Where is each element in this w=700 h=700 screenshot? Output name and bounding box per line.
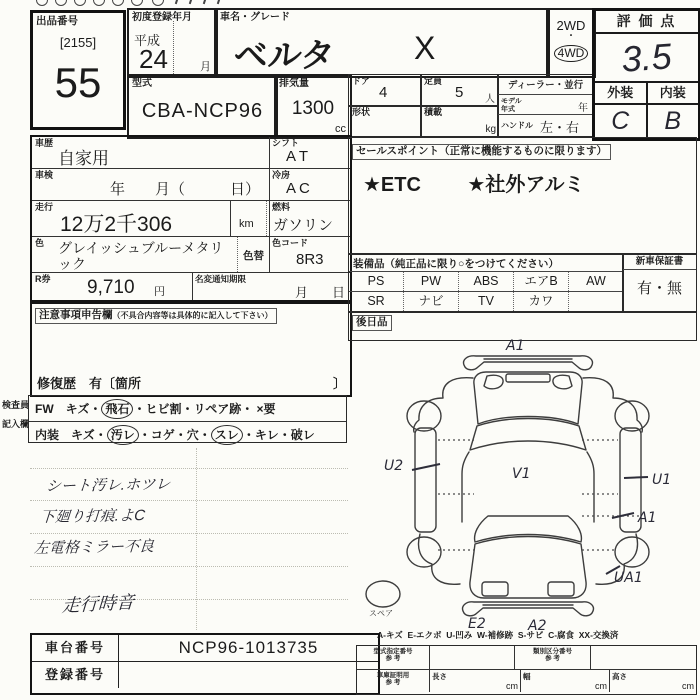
equipment-box xyxy=(348,253,624,313)
model-year-row xyxy=(498,95,593,115)
width-cell xyxy=(521,670,610,692)
chassis-table xyxy=(30,633,380,695)
namechange-month: 月 xyxy=(294,285,308,300)
length-unit: cm xyxy=(506,681,518,691)
repair-history-text: 修復歴 有〔箇所 xyxy=(37,376,142,391)
first-registration-year: 24 xyxy=(139,44,168,74)
dealer-column xyxy=(497,74,594,137)
doors-value: 4 xyxy=(379,84,388,101)
notice-hint: （不具合内容等は具体的に記入して下さい） xyxy=(112,311,273,320)
rating-title: 評 価 点 xyxy=(595,11,698,34)
mileage-divider xyxy=(266,201,267,236)
car-name-label: 車名・グレード xyxy=(220,12,290,23)
color-value xyxy=(58,240,223,272)
chassis-number: NCP96-1013735 xyxy=(178,638,319,657)
damage-diagram xyxy=(356,336,700,634)
diagram-label-side-a1: A1 xyxy=(638,510,657,526)
notice-label: 注意事項申告欄（不具合内容等は具体的に記入して下さい） xyxy=(35,308,277,324)
spec-row-1 xyxy=(357,646,696,670)
drive-dot: ・ xyxy=(566,31,576,42)
dealer-row xyxy=(498,75,593,95)
exterior-label: 外装 xyxy=(595,83,648,103)
note-line-2: 下廻り打痕.よC xyxy=(39,507,146,526)
garage-cert-label: 車庫証明用 参 考 xyxy=(357,670,430,692)
equip-pw: PW xyxy=(403,272,458,291)
capacity-value: 5 xyxy=(455,84,464,101)
shaken-value: 年 月（ 日） xyxy=(110,181,261,198)
fold-line xyxy=(196,448,197,630)
chassis-label: 車台番号 xyxy=(32,635,119,661)
model-code: CBA-NCP96 xyxy=(141,100,264,122)
later-items-label: 後日品 xyxy=(352,315,392,331)
mileage-label: 走行 xyxy=(35,202,54,212)
rticket-unit: 円 xyxy=(154,286,165,298)
fw-circled-tobiishi: 飛石 xyxy=(101,399,133,419)
displacement-value: 1300 xyxy=(291,98,335,119)
equip-abs: ABS xyxy=(458,272,513,291)
lot-number: 55 xyxy=(54,59,102,106)
rating-subheader xyxy=(595,81,698,105)
registration-label: 登録番号 xyxy=(32,662,119,688)
interior-circled-sure: スレ xyxy=(211,425,243,445)
diagram-label-rear-a2: A2 xyxy=(528,618,547,634)
interior-text: 内装 キズ・ xyxy=(35,428,107,442)
sales-points-box xyxy=(348,137,697,255)
era-name: 平成 xyxy=(134,33,161,48)
cooler-label: 冷房 xyxy=(272,170,291,180)
capacity-unit: 人 xyxy=(485,94,495,105)
namechange-label: 名変通知期限 xyxy=(195,274,247,284)
color-code-label: 色コード xyxy=(272,238,309,248)
note-line-1: シート汚レ.ホツレ xyxy=(45,475,171,496)
interior-circled-yogore: 汚レ xyxy=(107,425,139,445)
diagram-spare-label: スペア xyxy=(369,609,393,618)
history-label: 車歴 xyxy=(35,138,54,148)
equip-navi: ナビ xyxy=(403,292,458,311)
shaken-row xyxy=(32,168,350,200)
lot-bracket-code: [2155] xyxy=(59,35,97,50)
exterior-grade: C xyxy=(595,105,648,137)
car-grade: X xyxy=(414,30,436,66)
type-designation-label: 型式指定番号 参 考 xyxy=(357,646,430,669)
doors-box xyxy=(348,74,422,107)
capacity-box xyxy=(420,74,499,107)
color-change-cell xyxy=(237,237,270,272)
fuel-cell xyxy=(269,201,350,236)
mileage-unit-cell xyxy=(230,201,267,236)
shape-label: 形状 xyxy=(352,107,371,117)
model-year-suffix: 年 xyxy=(578,103,588,114)
color-value-line2: ック xyxy=(58,256,86,273)
equipment-row-2 xyxy=(349,292,623,311)
warranty-value: 有・無 xyxy=(636,280,682,297)
displacement-box xyxy=(274,74,352,139)
class-number-label: 類別区分番号 参 考 xyxy=(515,646,591,669)
inspector-box xyxy=(28,395,347,443)
note-line-4: 走行時音 xyxy=(61,592,135,616)
notice-box xyxy=(30,300,352,397)
equipment-row-1 xyxy=(349,271,623,292)
length-label: 長さ xyxy=(432,672,447,681)
handle-row xyxy=(498,115,593,134)
cooler-value: AC xyxy=(286,180,313,197)
length-cell xyxy=(430,670,521,692)
inspector-interior-row xyxy=(29,422,346,447)
namechange-day: 日 xyxy=(331,285,345,300)
rating-box xyxy=(592,8,700,141)
color-label: 色 xyxy=(35,238,45,248)
load-unit: kg xyxy=(485,124,496,135)
doors-label: ドア xyxy=(352,76,370,86)
capacity-label: 定員 xyxy=(424,76,443,86)
history-value: 自家用 xyxy=(58,149,109,168)
fw-text-2: ・ヒビ割・リペア跡・ ×要 xyxy=(133,402,276,416)
type-designation-value xyxy=(430,646,515,669)
color-value-line1: グレイッシュブルーメタリ xyxy=(58,240,224,256)
sales-points-label: セールスポイント（正常に機能するものに限ります） xyxy=(352,144,611,160)
shift-value: AT xyxy=(286,148,313,165)
class-number-value xyxy=(591,646,696,669)
shaken-label: 車検 xyxy=(35,170,54,180)
color-code-cell xyxy=(269,237,350,272)
width-unit: cm xyxy=(595,681,607,691)
load-box xyxy=(420,105,499,137)
color-row xyxy=(32,236,350,272)
rating-values xyxy=(595,105,698,137)
car-name-box xyxy=(214,8,550,78)
spec-row-2 xyxy=(357,670,696,692)
warranty-box xyxy=(622,253,697,313)
sales-point-wheels: ★社外アルミ xyxy=(467,173,585,196)
inspector-fw-row xyxy=(29,396,346,422)
fuel-label: 燃料 xyxy=(272,202,291,212)
equip-empty xyxy=(568,292,623,311)
diagram-label-rear-e2: E2 xyxy=(468,616,486,632)
shape-box xyxy=(348,105,422,137)
color-code-value: 8R3 xyxy=(296,251,324,268)
height-unit: cm xyxy=(682,681,694,691)
equip-sr: SR xyxy=(367,294,385,308)
month-suffix: 月 xyxy=(200,61,211,73)
diagram-label-v1: V1 xyxy=(512,466,531,482)
drive-2wd: 2WD xyxy=(556,18,586,33)
model-year-label-2: 年式 xyxy=(501,106,515,113)
interior-label: 内装 xyxy=(659,85,686,100)
equipment-label: 装備品（純正品に限り○をつけてください） xyxy=(353,258,559,270)
fw-text: FW キズ・ xyxy=(35,402,102,416)
color-change-label: 色替 xyxy=(243,250,264,262)
model-code-box xyxy=(127,74,278,139)
diagram-label-ua1: UA1 xyxy=(614,570,643,586)
equip-aw: AW xyxy=(568,272,623,291)
repair-history-close: 〕 xyxy=(332,376,346,391)
displacement-unit: cc xyxy=(335,123,346,135)
model-code-label: 型式 xyxy=(132,78,152,89)
model-year-label-1: モデル xyxy=(501,98,522,105)
shift-cell xyxy=(269,137,350,168)
month-cell xyxy=(173,21,216,76)
chassis-row xyxy=(32,635,378,662)
first-registration-box xyxy=(127,8,218,78)
diagram-label-front-a1: A1 xyxy=(506,338,525,354)
height-cell xyxy=(610,670,696,692)
sales-point-etc: ★ETC xyxy=(363,173,421,196)
interior-text-2: ・コゲ・穴・ xyxy=(138,428,211,442)
rticket-row xyxy=(32,272,350,301)
first-registration-label: 初度登録年月 xyxy=(132,12,192,23)
history-row xyxy=(32,137,350,168)
shift-label: シフト xyxy=(272,138,300,148)
interior-text-3: ・キレ・破レ xyxy=(242,428,315,442)
diagram-label-u2: U2 xyxy=(384,458,404,474)
diagram-label-u1: U1 xyxy=(652,472,672,488)
drive-4wd-circled: 4WD xyxy=(554,45,589,62)
inspector-side-label-2: 記入欄 xyxy=(2,419,30,429)
equip-tv: TV xyxy=(458,292,513,311)
lot-number-label: 出品番号 xyxy=(36,15,78,27)
damage-legend: A-キズ E-エクボ U-凹み W-補修跡 S-サビ C-腐食 XX-交換済 xyxy=(377,630,619,640)
load-label: 積載 xyxy=(424,107,443,117)
handle-value: 左・右 xyxy=(540,120,580,135)
warranty-label: 新車保証書 xyxy=(623,254,696,270)
equip-leather: カワ xyxy=(513,292,568,311)
vehicle-detail-block xyxy=(30,135,352,304)
displacement-label: 排気量 xyxy=(279,78,309,89)
cooler-cell xyxy=(269,169,350,200)
lot-number-box xyxy=(30,10,126,130)
drivetrain-box xyxy=(546,8,596,78)
note-line-3: 左電格ミラー不良 xyxy=(33,537,155,558)
rating-score: 3.5 xyxy=(620,35,673,80)
namechange-cell xyxy=(192,273,350,301)
handle-label: ハンドル xyxy=(501,121,533,130)
spec-table xyxy=(356,645,697,695)
mileage-row xyxy=(32,200,350,236)
rticket-label: R券 xyxy=(35,274,51,284)
dealer-label: ディーラー・並行 xyxy=(507,80,584,91)
registration-row xyxy=(32,662,378,688)
rticket-value: 9,710 xyxy=(87,277,135,298)
mileage-value: 12万2千306 xyxy=(60,213,173,236)
registration-number xyxy=(119,662,378,688)
mileage-unit: km xyxy=(239,218,254,230)
car-name: ベルタ xyxy=(232,37,336,75)
equip-ps: PS xyxy=(367,274,385,288)
fuel-value: ガソリン xyxy=(273,217,334,234)
width-label: 幅 xyxy=(523,672,531,681)
equip-airbag: エアB xyxy=(513,272,568,291)
height-label: 高さ xyxy=(612,672,627,681)
inspector-side-label-1: 検査員 xyxy=(2,400,30,410)
interior-grade: B xyxy=(664,107,682,135)
